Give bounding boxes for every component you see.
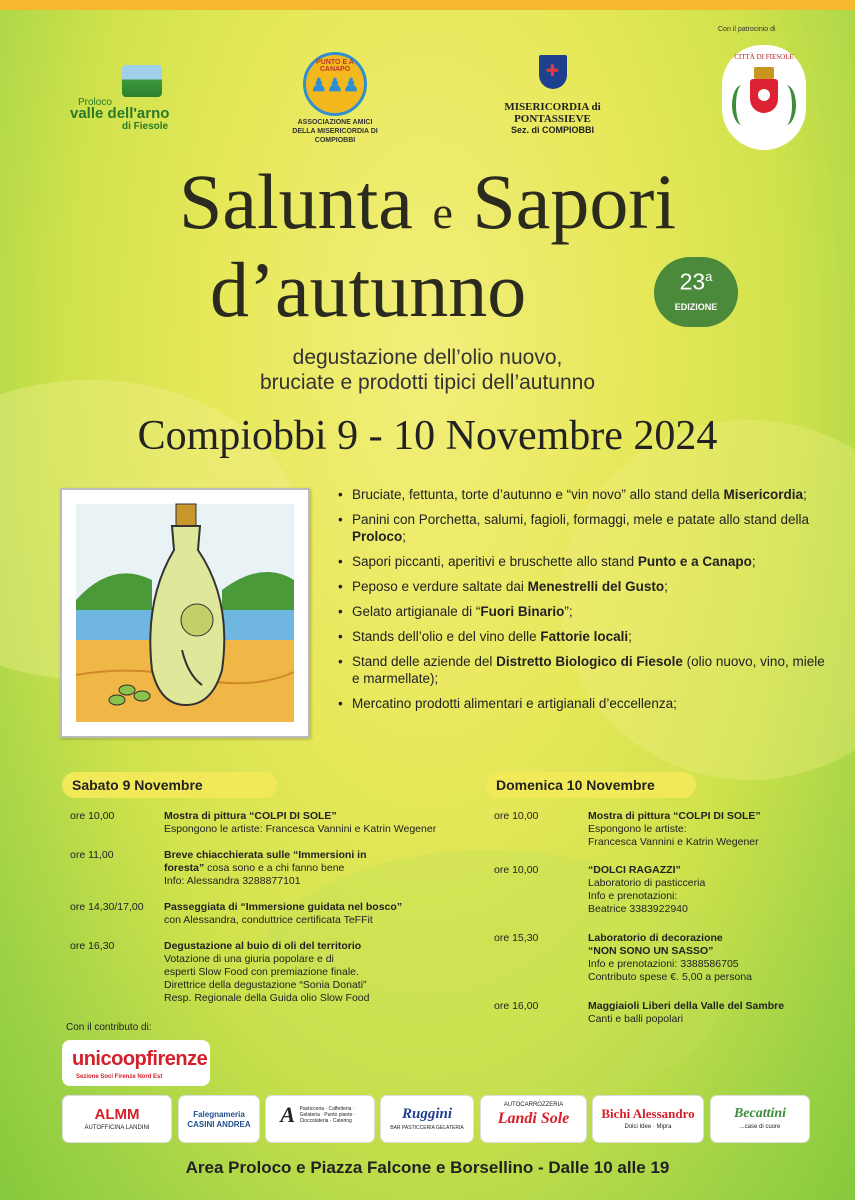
logo-misericordia-line2: Sez. di COMPIOBBI	[510, 125, 594, 135]
stand-item-text: Peposo e verdure saltate dai	[352, 579, 528, 594]
stand-item-bold: Misericordia	[723, 487, 804, 502]
event-time: ore 16,00	[494, 1000, 539, 1012]
stand-item	[330, 653, 830, 687]
oil-bottle-illustration	[60, 488, 310, 738]
logo-punto-text: ASSOCIAZIONE AMICI DELLA MISERICORDIA DI COMPIOBBI	[292, 119, 378, 144]
sponsor-unicoop	[62, 1040, 210, 1086]
sunday-header: Domenica 10 Novembre	[486, 772, 696, 798]
title-line2: d’autunno	[210, 246, 527, 333]
oil-bottle-icon	[72, 500, 298, 726]
logo-misericordia-line1: MISERICORDIA di PONTASSIEVE	[504, 101, 601, 125]
stand-item	[330, 695, 830, 712]
stand-item-text: Stands dell’olio e del vino delle	[352, 629, 541, 644]
stand-item-bold: Punto e a Canapo	[637, 554, 752, 569]
event-desc: Canti e balli popolari	[588, 1013, 684, 1025]
top-orange-bar	[0, 0, 855, 10]
stand-item-text: Gelato artigianale di “	[352, 604, 481, 619]
sponsor-sub: AUTOCARROZZERIA	[503, 1102, 564, 1108]
stand-item-text: Stand delle aziende del	[352, 654, 497, 669]
sponsor-casini	[178, 1095, 260, 1143]
saturday-header: Sabato 9 Novembre	[62, 772, 277, 798]
unicoop-name: unicoopfirenze	[72, 1048, 208, 1070]
stands-list	[330, 486, 830, 720]
event-title: Maggiaioli Liberi della Valle del Sambre	[588, 1000, 785, 1012]
sponsor-almm	[62, 1095, 172, 1143]
logo-punto-circle	[303, 52, 367, 116]
logo-proloco-small: Proloco	[78, 97, 112, 108]
event-desc: Espongono le artiste: Francesca Vannini e Katrin Wegener	[164, 823, 437, 835]
subtitle-line2: bruciate e prodotti tipici dell’autunno	[259, 371, 596, 394]
stand-item-bold: Menestrelli del Gusto	[527, 579, 665, 594]
event-time: ore 11,00	[70, 849, 114, 861]
event-desc: Espongono le artiste: Francesca Vannini e Katrin Wegener	[588, 823, 759, 848]
stand-item	[330, 486, 830, 503]
event-time: ore 10,00	[494, 864, 539, 876]
sponsor-ruggini	[380, 1095, 474, 1143]
event-title: Degustazione al buio di oli del territorio	[164, 940, 362, 952]
logo-punto-ring: PUNTO E A CANAPO	[316, 59, 354, 73]
event-title: Mostra di pittura “COLPI DI SOLE”	[588, 810, 761, 822]
event-time: ore 16,30	[70, 940, 115, 952]
logo-proloco-name: valle dell'arno	[70, 105, 170, 122]
title-line1	[0, 160, 855, 255]
sponsor-sub: AUTOFFICINA LANDINI	[84, 1125, 150, 1131]
logo-proloco-sub: di Fiesole	[122, 121, 169, 132]
logo-proloco	[70, 65, 200, 135]
stand-item	[330, 578, 830, 595]
event-title: Mostra di pittura “COLPI DI SOLE”	[164, 810, 337, 822]
sponsor-landisole	[480, 1095, 587, 1143]
stand-item	[330, 553, 830, 570]
stand-item-end: ”;	[564, 604, 573, 619]
crown-icon	[754, 67, 774, 79]
stand-item-end: ;	[751, 554, 756, 569]
laurel-left-icon	[732, 85, 752, 125]
landscape-icon	[122, 65, 162, 97]
sponsor-sub: BAR PASTICCERIA GELATERIA	[390, 1125, 464, 1131]
edition-badge	[654, 257, 738, 327]
event-title: Laboratorio di decorazione “NON SONO UN SASSO”	[588, 932, 723, 957]
stand-item-end: ;	[628, 629, 632, 644]
sponsor-sub: ...case di cuore	[739, 1124, 781, 1130]
title-word-e: e	[432, 187, 453, 238]
event-time: ore 15,30	[494, 932, 539, 944]
event-title: Breve chiacchierata sulle “Immersioni in foresta”	[164, 849, 367, 874]
logo-citta-label: CITTÀ DI FIESOLE	[734, 53, 794, 61]
laurel-right-icon	[776, 85, 796, 125]
edition-number: 23	[679, 268, 706, 295]
stand-item	[330, 603, 830, 620]
unicoop-sub: Sezione Soci Firenze Nord Est	[76, 1074, 163, 1080]
stand-item-end: ;	[402, 529, 407, 544]
sponsor-sub: Pasticceria · Caffetteria · Gelateria · Punto piante · Cioccolateria · Catering	[299, 1106, 356, 1124]
figures-icon: ♟♟♟	[310, 75, 360, 95]
stand-item-bold: Fattorie locali	[540, 629, 629, 644]
sponsor-bichi	[592, 1095, 704, 1143]
stand-item-bold: Proloco	[352, 529, 403, 544]
subtitle	[0, 345, 855, 395]
sponsor-pasticceria	[265, 1095, 375, 1143]
location-footer: Area Proloco e Piazza Falcone e Borsellino - Dalle 10 alle 19	[185, 1158, 670, 1177]
sponsor-sub: Dolci Idee · Mipra	[624, 1124, 672, 1130]
event-desc: con Alessandra, conduttrice certificata TeFFit	[164, 914, 373, 926]
event-desc: Laboratorio di pasticceria Info e prenotazioni: Beatrice 3383922940	[588, 877, 706, 915]
event-title: “DOLCI RAGAZZI”	[588, 864, 681, 876]
event-date: Compiobbi 9 - 10 Novembre 2024	[137, 413, 718, 459]
sponsor-name: A	[280, 1102, 296, 1127]
sponsor-becattini	[710, 1095, 810, 1143]
title-word-sapori: Sapori	[472, 158, 677, 245]
event-title: Passeggiata di “Immersione guidata nel bosco”	[164, 901, 403, 913]
stand-item	[330, 628, 830, 645]
edition-label: EDIZIONE	[674, 301, 718, 312]
event-time: ore 10,00	[70, 810, 115, 822]
contributo-label: Con il contributo di:	[66, 1022, 152, 1033]
stand-item-end: (olio nuovo, vino, miele e marmellate);	[352, 654, 825, 686]
event-desc: Votazione di una giuria popolare e di esperti Slow Food con premiazione finale. Direttrice della degustazione “Sonia Donati” Resp. Regionale della Guida olio Slow Food	[164, 953, 370, 1004]
stand-item-text: Bruciate, fettunta, torte d’autunno e “vin novo” allo stand della	[352, 487, 724, 502]
stand-item-bold: Distretto Biologico di Fiesole	[496, 654, 683, 669]
cross-shield-icon	[539, 55, 567, 89]
stand-item-end: ;	[664, 579, 668, 594]
stand-item-text: Sapori piccanti, aperitivi e bruschette allo stand	[352, 554, 638, 569]
patrocinio-label: Con il patrocinio di	[718, 26, 776, 33]
stand-item-end: ;	[803, 487, 807, 502]
sponsor-name: Falegnameria CASINI ANDREA	[187, 1110, 251, 1129]
stand-item-text: Mercatino prodotti alimentari e artigianali d’eccellenza;	[352, 696, 677, 711]
event-desc: Info e prenotazioni: 3388586705 Contributo spese €. 5,00 a persona	[588, 958, 753, 983]
stand-item	[330, 511, 830, 545]
logo-citta-di-fiesole	[722, 45, 806, 150]
stand-item-text: Panini con Porchetta, salumi, fagioli, formaggi, mele e patate allo stand della	[352, 512, 810, 527]
edition-sup: a	[705, 269, 713, 284]
crest-icon	[750, 79, 778, 113]
sponsor-name: Ruggini	[401, 1106, 453, 1122]
subtitle-line1: degustazione dell’olio nuovo,	[292, 346, 563, 369]
sponsor-name: Bichi Alessandro	[601, 1106, 695, 1121]
sponsor-name: Becattini	[733, 1106, 787, 1121]
event-time: ore 14,30/17,00	[70, 901, 144, 913]
logo-misericordia	[465, 55, 640, 135]
sponsor-name: Landi Sole	[497, 1110, 570, 1127]
logo-punto-e-a-canapo	[285, 52, 385, 144]
event-desc: cosa sono e a chi fanno bene Info: Alessandra 3288877101	[164, 862, 345, 887]
stand-item-bold: Fuori Binario	[480, 604, 565, 619]
event-time: ore 10,00	[494, 810, 539, 822]
title-word-salunta: Salunta	[178, 158, 413, 245]
sponsor-name: ALMM	[94, 1106, 140, 1123]
